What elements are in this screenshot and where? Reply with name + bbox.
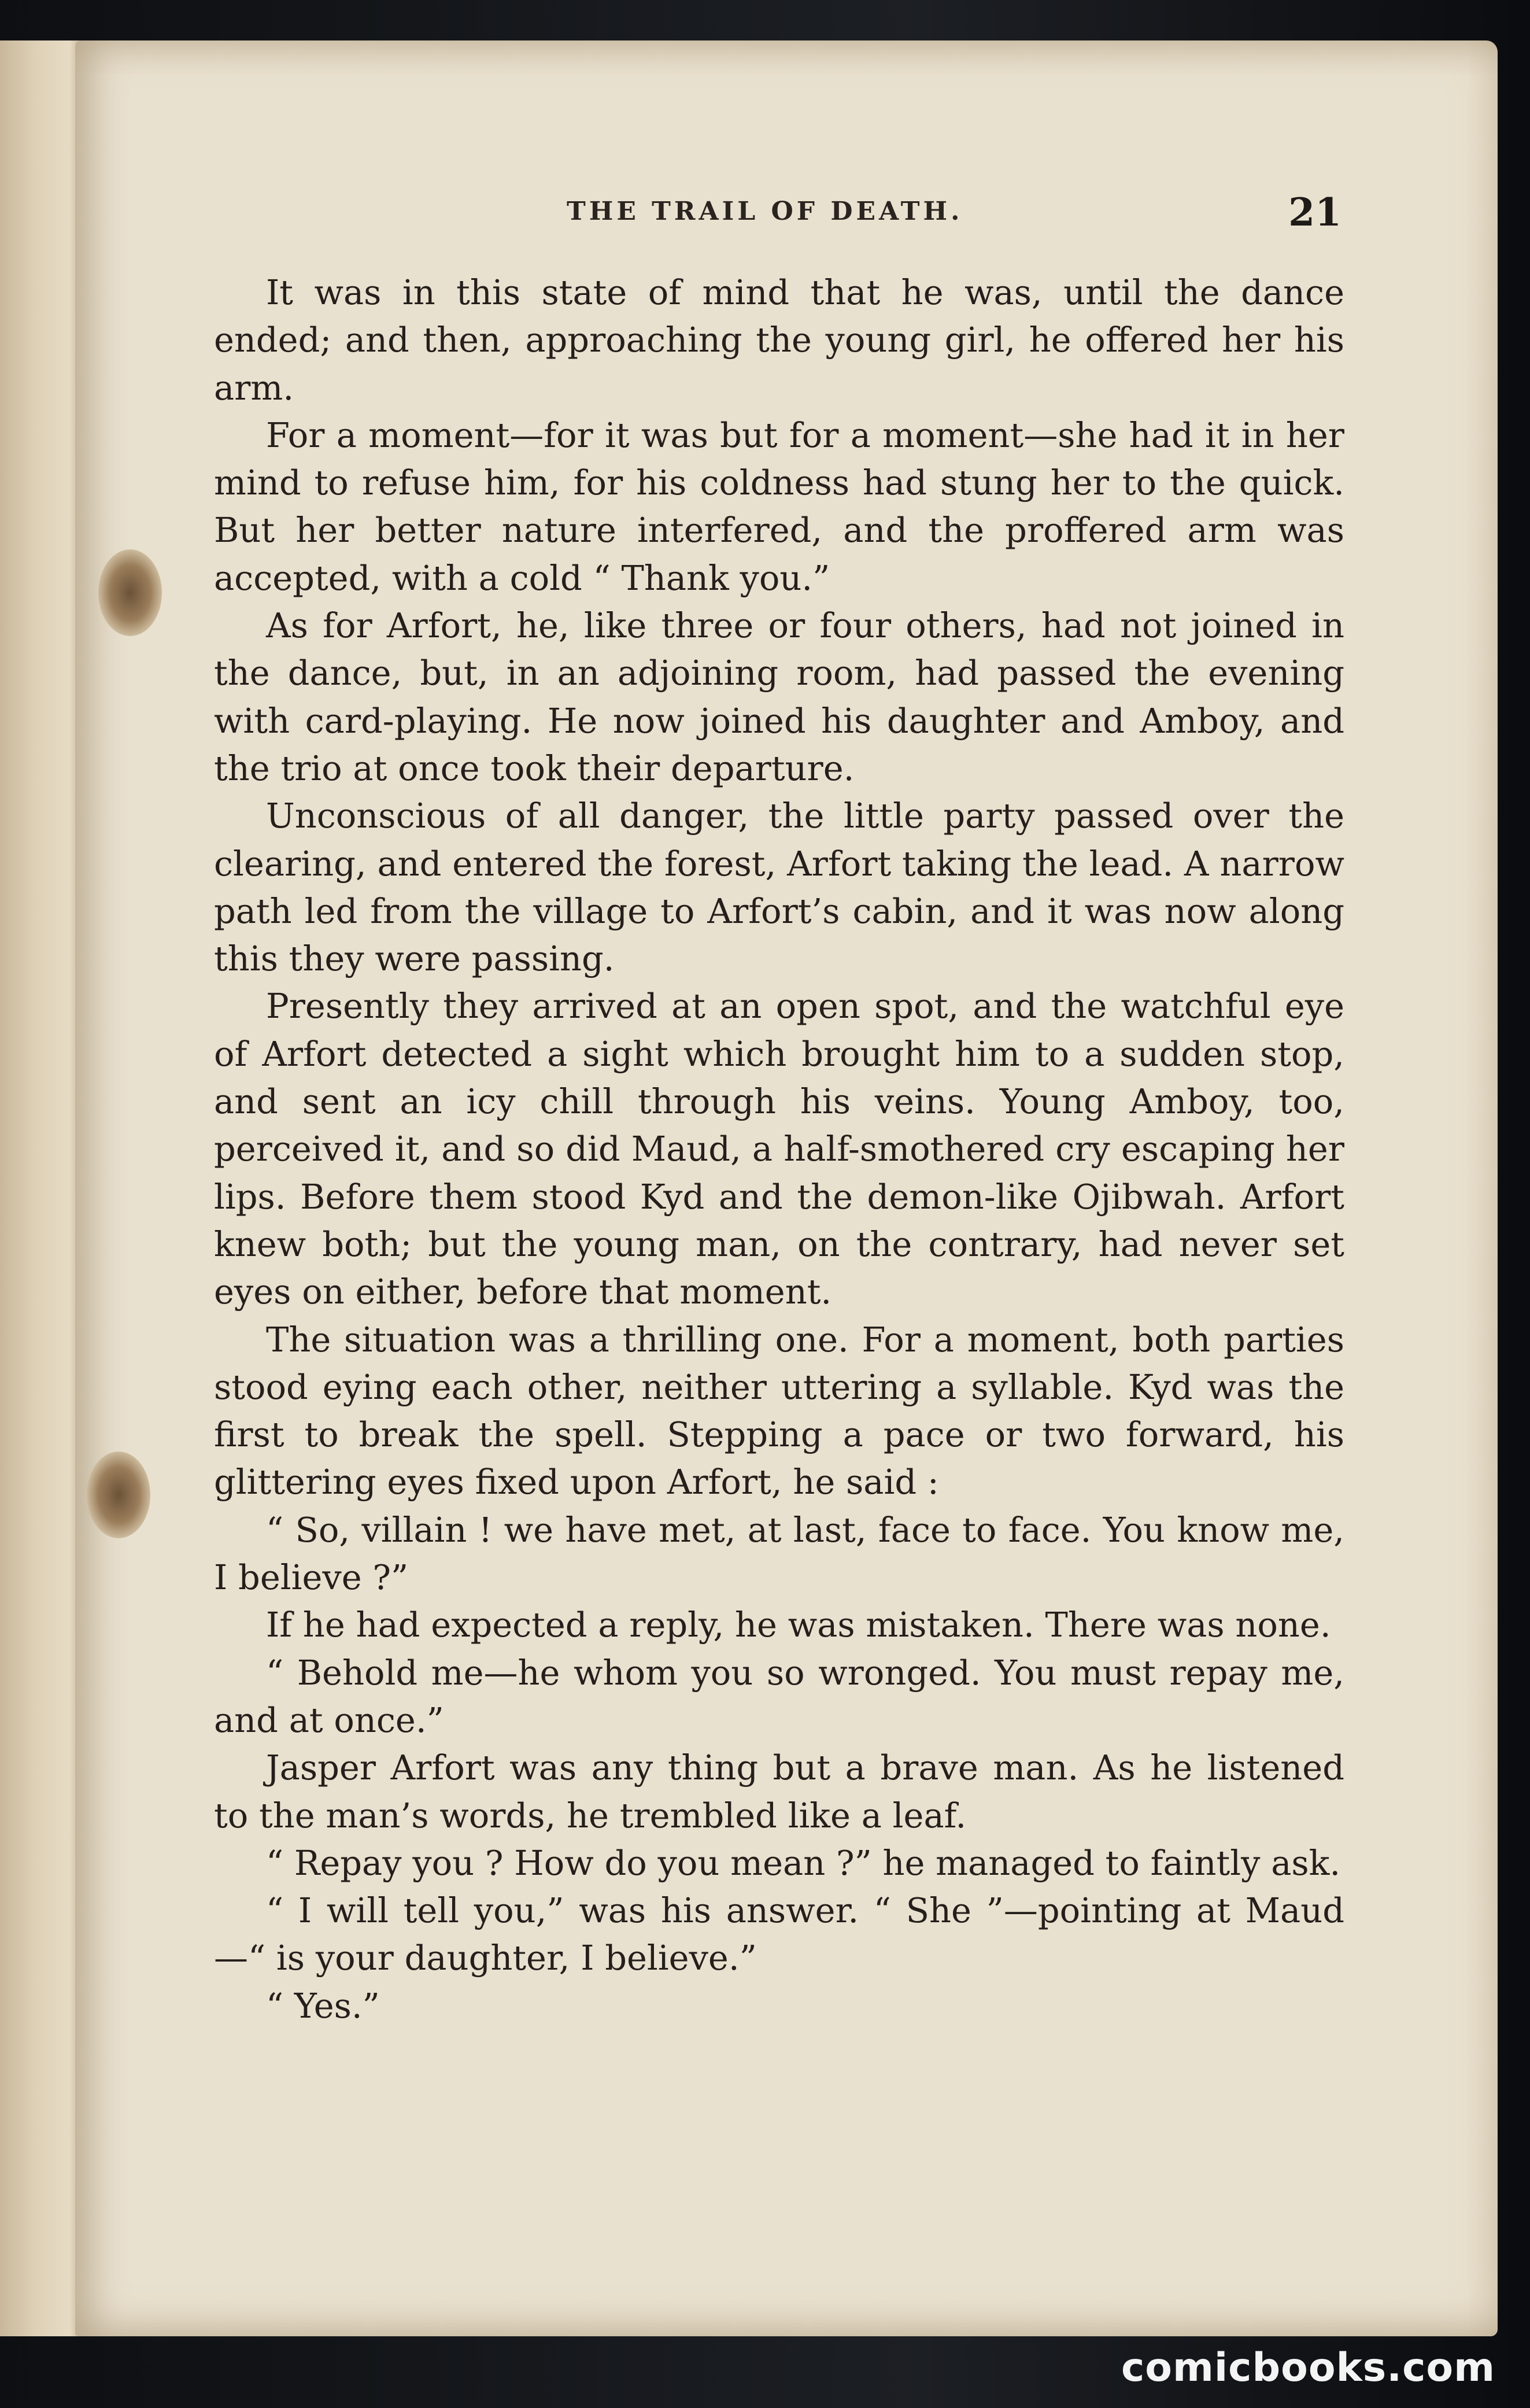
page-number: 21 (1288, 190, 1341, 235)
page-header (150, 185, 1341, 249)
paragraph: Presently they arrived at an open spot, and the watchful eye of Arfort detected a sight which brought him to a sudden stop, and sent an icy chill through his veins. Young Amboy, too, perceived it, and so did Maud, a half-smothered cry escaping her lips. Before them stood Kyd and the demon-like Ojibwah. Arfort knew both; but the young man, on the contrary, had never set eyes on either, before that moment. (214, 986, 1344, 1312)
binding-hole-bottom (87, 1452, 150, 1538)
body-text (214, 269, 1344, 2030)
paragraph: “ Repay you ? How do you mean ?” he managed to faintly ask. (266, 1842, 1341, 1883)
paragraph: “ Yes.” (266, 1985, 380, 2026)
running-title: THE TRAIL OF DEATH. (567, 197, 963, 226)
paragraph: It was in this state of mind that he was, until the dance ended; and then, approaching the young girl, he offered her his arm. (214, 272, 1344, 408)
paragraph: “ Behold me—he whom you so wronged. You must repay me, and at once.” (214, 1652, 1344, 1740)
paragraph: For a moment—for it was but for a moment—she had it in her mind to refuse him, for his coldness had stung her to the quick. But her better nature interfered, and the proffered arm was accepted, with a cold “ Thank you.” (214, 415, 1344, 598)
paragraph: As for Arfort, he, like three or four others, had not joined in the dance, but, in an adjoining room, had passed the evening with card-playing. He now joined his daughter and Amboy, and the trio at once took their departure. (214, 605, 1344, 788)
paragraph: Unconscious of all danger, the little party passed over the clearing, and entered the forest, Arfort taking the lead. A narrow path led from the village to Arfort’s cabin, and it was now along this they were passing. (214, 796, 1344, 979)
paragraph: The situation was a thrilling one. For a moment, both parties stood eying each other, neither uttering a syllable. Kyd was the first to break the spell. Stepping a pace or two forward, his glittering eyes fixed upon Arfort, he said : (214, 1319, 1344, 1502)
paragraph: “ I will tell you,” was his answer. “ She ”—pointing at Maud—“ is your daughter, I believe.” (214, 1890, 1344, 1978)
paragraph: Jasper Arfort was any thing but a brave man. As he listened to the man’s words, he trembled like a leaf. (214, 1748, 1344, 1835)
site-watermark: comicbooks.com (1121, 2345, 1495, 2391)
paragraph: If he had expected a reply, he was mistaken. There was none. (266, 1605, 1331, 1645)
paragraph: “ So, villain ! we have met, at last, face to face. You know me, I believe ?” (214, 1509, 1344, 1598)
binding-hole-top (98, 549, 162, 636)
